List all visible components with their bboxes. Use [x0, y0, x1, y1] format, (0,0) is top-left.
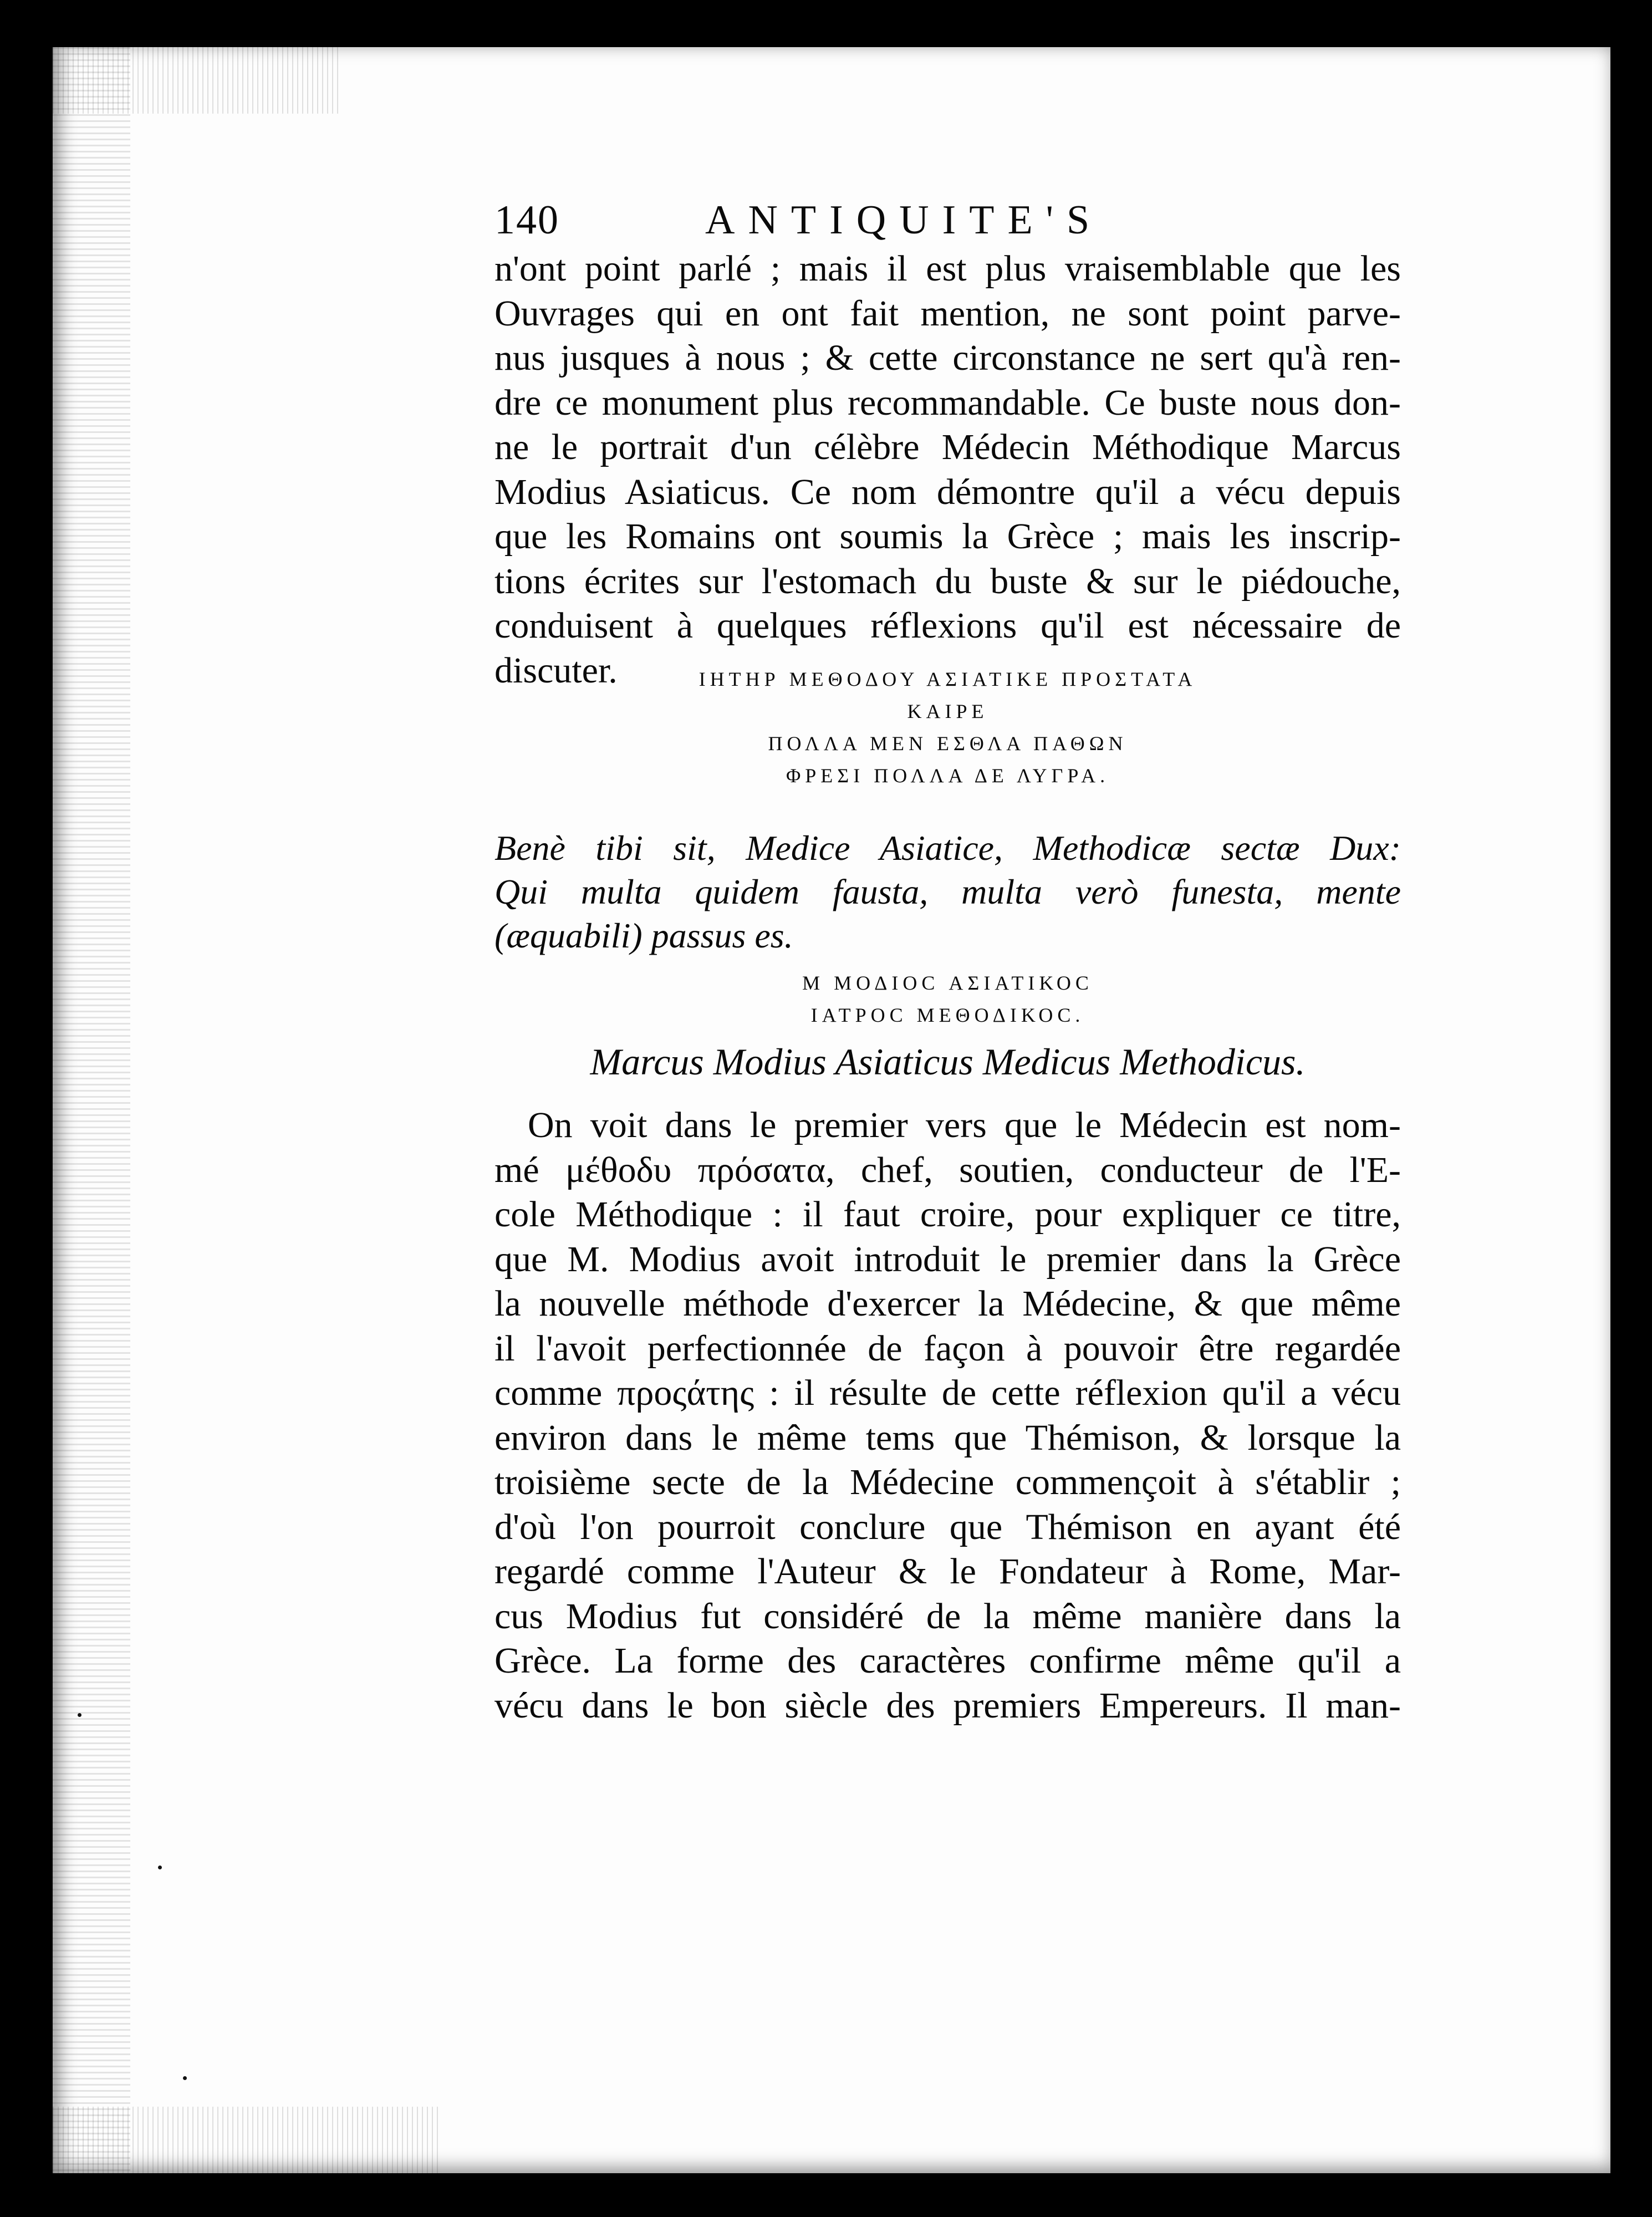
running-title: ANTIQUITE'S	[705, 197, 1103, 243]
text-line: troisième secte de la Médecine commençoit à s'établir ;	[494, 1462, 1401, 1502]
scan-edge-noise-bottom	[53, 2107, 441, 2173]
ink-speck	[78, 1713, 81, 1717]
translation-line: Qui multa quidem fausta, multa verò funesta, mente	[494, 872, 1401, 911]
text-line: Ouvrages qui en ont fait mention, ne sont point parve-	[494, 293, 1401, 334]
latin-translation-1	[494, 826, 1401, 957]
translation-line: Benè tibi sit, Medice Asiatice, Methodicæ sectæ Dux:	[494, 828, 1401, 868]
page-number: 140	[494, 197, 559, 243]
text-line: n'ont point parlé ; mais il est plus vraisemblable que les	[494, 248, 1401, 289]
text-line: On voit dans le premier vers que le Médecin est nom-	[528, 1105, 1401, 1145]
text-line: nus jusques à nous ; & cette circonstance ne sert qu'à ren-	[494, 338, 1401, 378]
inscription-line: ΙΑΤΡΟC ΜΕΘΟΔΙΚΟC.	[810, 1004, 1085, 1026]
text-line: mé μέθοδυ πρόσατα, chef, soutien, conducteur de l'E-	[494, 1149, 1401, 1190]
inscription-line: ΦΡΕΣΙ ΠΟΛΛΑ ΔΕ ΛΥΓΡΑ.	[786, 765, 1110, 787]
greek-inscription-2	[494, 967, 1401, 1031]
text-line: cus Modius fut considéré de la même manière dans la	[494, 1596, 1401, 1637]
text-line: ne le portrait d'un célèbre Médecin Méthodique Marcus	[494, 427, 1401, 467]
text-line: il l'avoit perfectionnée de façon à pouvoir être regardée	[494, 1328, 1401, 1369]
text-line: que les Romains ont soumis la Grèce ; mais les inscrip-	[494, 516, 1401, 557]
text-line: d'où l'on pourroit conclure que Thémison en ayant été	[494, 1506, 1401, 1547]
ink-speck	[158, 1866, 162, 1869]
translation-line: (æquabili) passus es.	[494, 916, 793, 955]
text-line: comme προςάτης : il résulte de cette réflexion qu'il a vécu	[494, 1373, 1401, 1413]
scan-edge-noise-left	[53, 47, 130, 2173]
paragraph-1	[494, 247, 1401, 693]
latin-translation-2: Marcus Modius Asiaticus Medicus Methodicus.	[590, 1041, 1306, 1083]
text-line: Grèce. La forme des caractères confirme même qu'il a	[494, 1640, 1401, 1681]
text-line: vécu dans le bon siècle des premiers Empereurs. Il man-	[494, 1685, 1401, 1726]
text-line: cole Méthodique : il faut croire, pour expliquer ce titre,	[494, 1194, 1401, 1235]
text-line: discuter.	[494, 650, 618, 691]
text-line: environ dans le même tems que Thémison, & lorsque la	[494, 1417, 1401, 1458]
page-header	[494, 197, 1401, 252]
paragraph-2	[494, 1103, 1401, 1728]
inscription-line: ΙΗΤΗΡ ΜΕΘΟΔΟΥ ΑΣΙΑΤΙΚΕ ΠΡΟΣΤΑΤΑ	[698, 668, 1197, 690]
inscription-line: ΠΟΛΛΑ ΜΕΝ ΕΣΘΛΑ ΠΑΘΩΝ	[768, 732, 1128, 755]
text-line: Modius Asiaticus. Ce nom démontre qu'il a vécu depuis	[494, 471, 1401, 512]
text-line: que M. Modius avoit introduit le premier dans la Grèce	[494, 1239, 1401, 1280]
text-line: tions écrites sur l'estomach du buste & sur le piédouche,	[494, 560, 1401, 602]
inscription-line: Μ ΜΟΔΙΟC ΑΣΙΑΤΙΚΟC	[802, 972, 1093, 994]
text-line: conduisent à quelques réflexions qu'il est nécessaire de	[494, 605, 1401, 646]
text-line: la nouvelle méthode d'exercer la Médecine, & que même	[494, 1283, 1401, 1324]
scan-edge-noise-top	[53, 47, 341, 114]
greek-inscription-1	[494, 663, 1401, 792]
ink-speck	[183, 2076, 187, 2080]
inscription-line: ΚΑΙΡΕ	[907, 700, 988, 722]
text-line: dre ce monument plus recommandable. Ce buste nous don-	[494, 382, 1401, 423]
text-line: regardé comme l'Auteur & le Fondateur à Rome, Mar-	[494, 1551, 1401, 1592]
